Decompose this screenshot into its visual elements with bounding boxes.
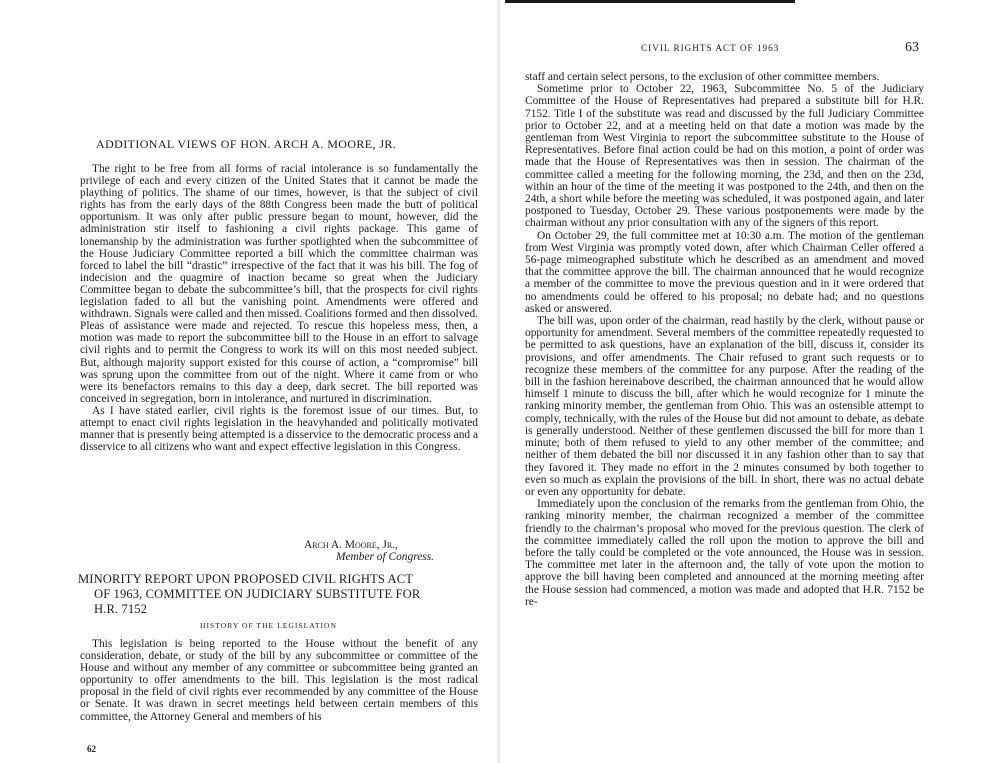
paragraph: Sometime prior to October 22, 1963, Subcommittee No. 5 of the Judiciary Committee of the House of Representatives had prepared a substitute bill for H.R. 7152. Title I of the substitute was read and discussed by the full Judiciary Committee prior to October 22, and at a meeting held on that date a motion was made by the gentleman from West Virginia to report the subcommittee substitute to the House of Representatives. Before final action could be had on this motion, a point of order was made that the House of Representatives was then in session. The chairman of the committee called a meeting for the following morning, the 23d, and then on the 23d, within an hour of the time of the meeting it was postponed to the 24th, and then on the 24th, a short while before the meeting was scheduled, it was postponed again, and later postponed to Tuesday, October 29. These various postponements were made by the chairman without any prior consultation with any of the signers of this report. [525, 83, 924, 230]
paragraph: On October 29, the full committee met at 10:30 a.m. The motion of the gentleman from West Virginia was promptly voted down, after which Chairman Celler offered a 56-page mimeographed substitute which he described as an amendment and moved that the committee approve the bill. The chairman announced that he would recognize a member of the committee to move the previous question and in it were ordered that no amendments could be offered to his proposal; no debate had; and no questions asked or answered. [525, 229, 924, 315]
right-page-body [525, 71, 924, 608]
minority-title-line-1: MINORITY REPORT UPON PROPOSED CIVIL RIGHTS ACT [78, 572, 414, 586]
signature-block [304, 539, 478, 564]
paragraph: As I have stated earlier, civil rights is the foremost issue of our times. But, to attempt to enact civil rights legislation in the heavyhanded and politically motivated manner that is presently being attempted is a disservice to the democratic process and a disservice to all citizens who want and expect effective legislation in this Congress. [80, 404, 478, 454]
history-body [80, 638, 478, 723]
signature-title: Member of Congress. [336, 551, 434, 564]
page-number: 62 [87, 744, 96, 754]
paragraph: Immediately upon the conclusion of the remarks from the gentleman from Ohio, the ranking minority member, the chairman recognized a member of the committee friendly to the chairman’s proposal who moved for the previous question. The clerk of the committee immediately called the roll upon the motion to approve the bill and before the tally could be completed or the vote announced, the House was in session. The committee met later in the afternoon and, the tally of vote upon the motion to approve the bill having been completed and announced at the morning meeting after the House session had commenced, a motion was made and adopted that H.R. 7152 be re- [525, 498, 924, 608]
history-subheading: HISTORY OF THE LEGISLATION [200, 621, 338, 630]
minority-report-title [78, 572, 478, 617]
paragraph: staff and certain select persons, to the exclusion of other committee members. [525, 71, 880, 83]
additional-views-heading: ADDITIONAL VIEWS OF HON. ARCH A. MOORE, JR. [96, 137, 397, 151]
scan-top-edge [0, 0, 990, 4]
minority-title-line-3: H.R. 7152 [94, 602, 148, 616]
minority-title-line-2: OF 1963, COMMITTEE ON JUDICIARY SUBSTITUTE FOR [94, 587, 421, 601]
paragraph: The right to be free from all forms of racial intolerance is so fundamentally the privilege of each and every citizen of the United States that it cannot be made the plaything of politics. The shame of our times, however, is that the subject of civil rights has from the early days of the 88th Congress been made the butt of political opportunism. It was only after public pressure began to mount, however, did the administration stir itself to fashioning a civil rights package. This game of lonemanship by the administration was further spotlighted when the subcommittee of the House Judiciary Committee reported a bill which the committee chairman was forced to label the bill “drastic” irrespective of the fact that it was his bill. The fog of indecision and the quagmire of inaction became so great when the Judiciary Committee began to debate the subcommittee’s bill, that the prospects for civil rights legislation faded to all but the vanishing point. Amendments were offered and withdrawn. Signals were called and then missed. Coalitions formed and then dissolved. Pleas of assistance were made and rejected. To rescue this hopeless mess, then, a motion was made to report the subcommittee bill to the House in an effort to salvage civil rights and to permit the Congress to work its will on this most needed subject. But, although majority support existed for this course of action, a “compromise” bill was sprung upon the committee from out of the night. Where it came from or who were its benefactors remains to this day a deep, dark secret. The bill reported was conceived in segregation, born in intolerance, and nurtured in discrimination. [80, 163, 478, 405]
paragraph: The bill was, upon order of the chairman, read hastily by the clerk, without pause or opportunity for amendment. Several members of the committee repeatedly requested to be permitted to ask questions, have an explanation of the bill, discuss it, consider its provisions, and offer amendments. The Chair refused to grant such requests or to recognize these members of the committee for any purpose. After the reading of the bill in the fashion hereinabove described, the chairman announced that he would allow himself 1 minute to discuss the bill, after which he would recognize for 1 minute the ranking minority member, the gentleman from Ohio. This was an ostensible attempt to comply, technically, with the rules of the House but did not amount to debate, as debate is generally understood. Neither of these gentlemen discussed the bill for more than 1 minute; both of them refused to yield to any other member of the committee; and neither of them debated the bill nor discussed it in any fashion other than to say that they favored it. They made no effort in the 2 minutes consumed by both together to even so much as explain the provisions of the bill. In short, there was no actual debate or even any opportunity for debate. [525, 315, 924, 498]
page-number: 63 [905, 40, 919, 55]
book-spine [497, 0, 500, 763]
paragraph: This legislation is being reported to the House without the benefit of any consideration, debate, or study of the bill by any subcommittee or committee of the House and without any member of any committee or subcommittee being granted an opportunity to offer amendments to the bill. This legislation is the most radical proposal in the field of civil rights ever recommended by any committee of the House or Senate. It was drawn in secret meetings held between certain members of this committee, the Attorney General and members of his [80, 638, 478, 723]
additional-views-body [80, 163, 478, 453]
scan-dark-edge [505, 0, 795, 3]
running-head: CIVIL RIGHTS ACT OF 1963 [641, 43, 780, 53]
signature-name: Arch A. Moore, Jr., [304, 539, 398, 551]
